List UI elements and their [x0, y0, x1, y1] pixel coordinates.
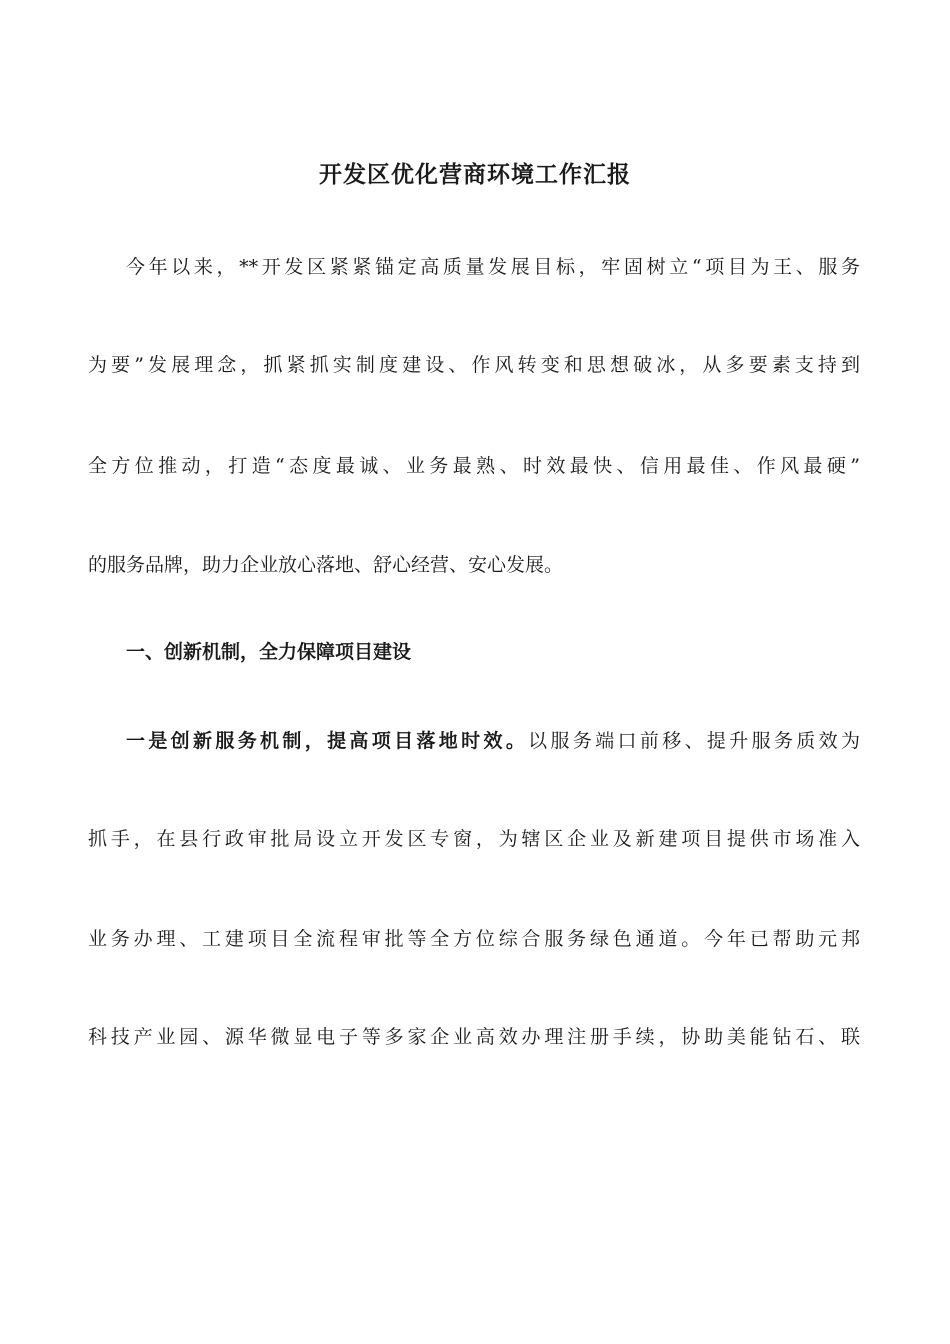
- item1-first-line-rest: 以服务端口前移、提升服务质效为: [528, 730, 860, 752]
- intro-line-1: 今年以来，**开发区紧紧锚定高质量发展目标，牢固树立“项目为王、服务: [126, 256, 860, 278]
- item1-line-2: 抓手，在县行政审批局设立开发区专窗，为辖区企业及新建项目提供市场准入: [88, 828, 860, 850]
- intro-line-2: 为要”发展理念，抓紧抓实制度建设、作风转变和思想破冰，从多要素支持到: [88, 354, 860, 376]
- document-title: 开发区优化营商环境工作汇报: [319, 161, 631, 188]
- item1-line-3: 业务办理、工建项目全流程审批等全方位综合服务绿色通道。今年已帮助元邦: [88, 928, 860, 950]
- item1-first-line: [126, 726, 860, 756]
- intro-line-3: 全方位推动，打造“态度最诚、业务最熟、时效最快、信用最佳、作风最硬”: [88, 455, 860, 477]
- intro-line-4: 的服务品牌，助力企业放心落地、舒心经营、安心发展。: [88, 554, 564, 576]
- item1-line-4: 科技产业园、源华微显电子等多家企业高效办理注册手续，协助美能钻石、联: [88, 1026, 860, 1048]
- section-heading: 一、创新机制，全力保障项目建设: [126, 641, 412, 663]
- item1-bold-lead: 一是创新服务机制，提高项目落地时效。: [126, 730, 529, 752]
